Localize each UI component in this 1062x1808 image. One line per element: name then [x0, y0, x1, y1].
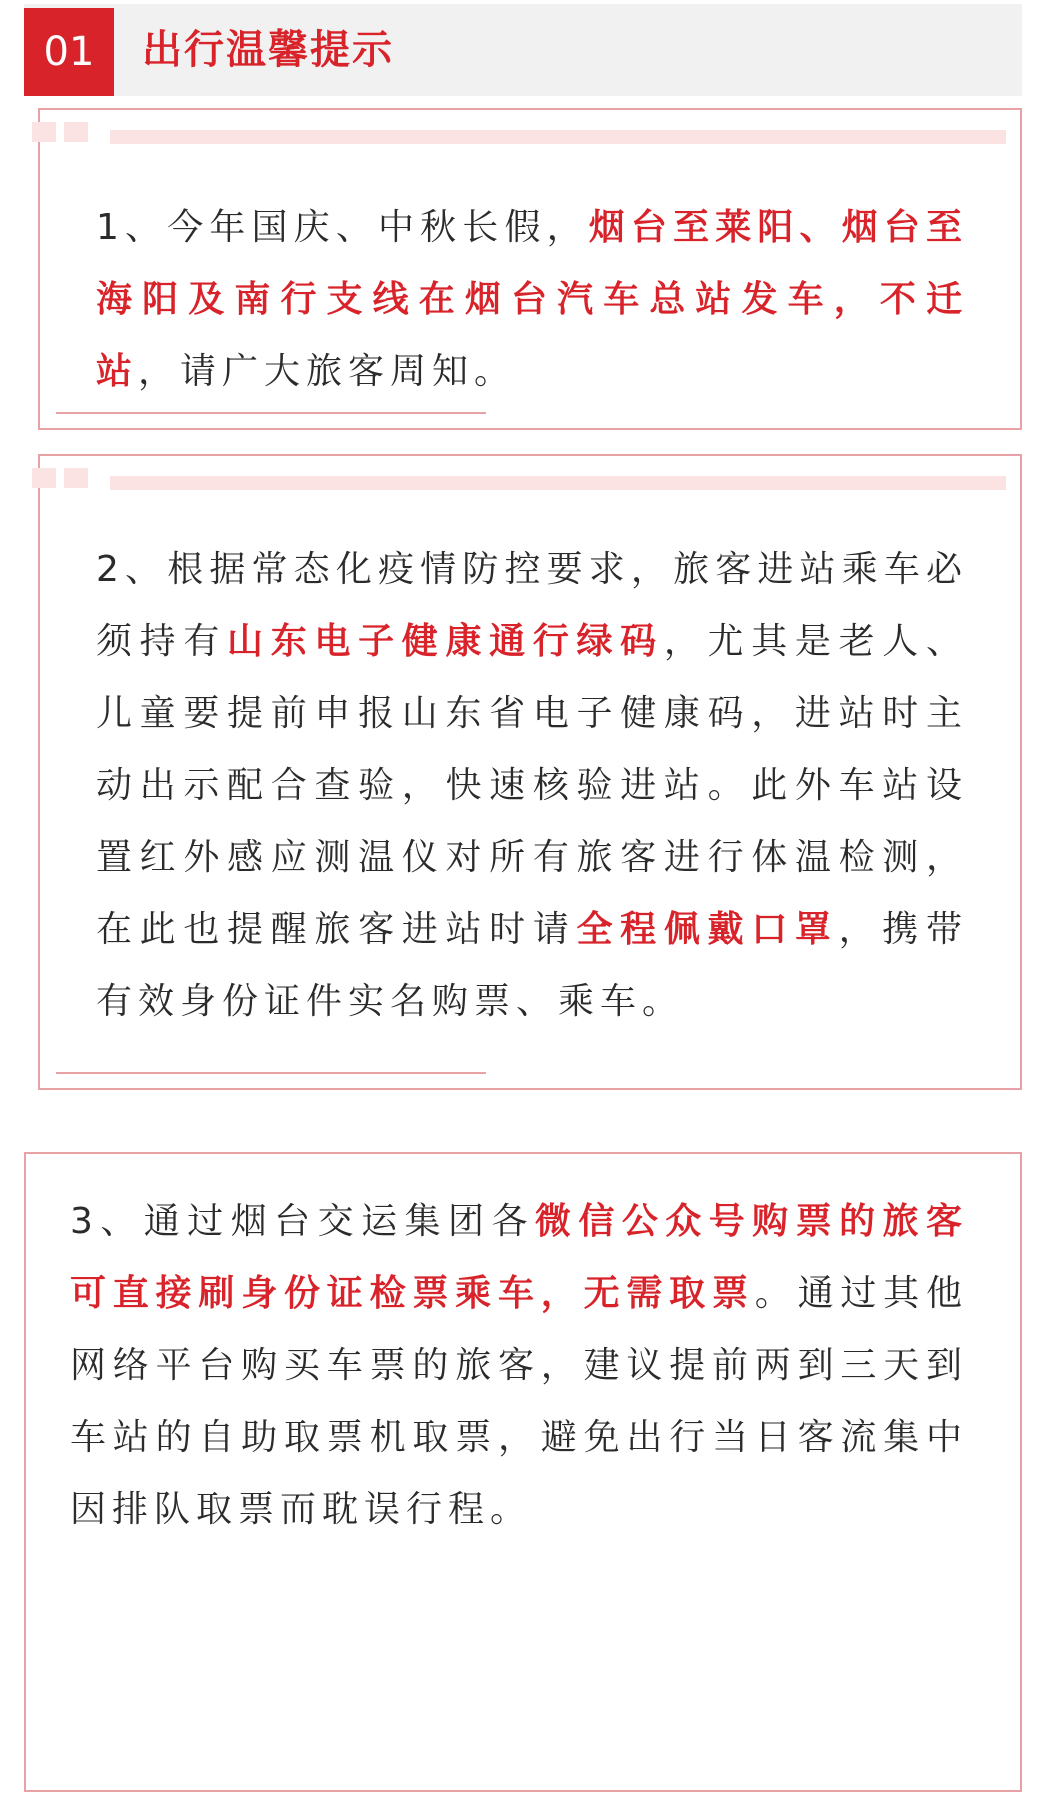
- tip-3-highlight: 微信公众号购票的旅客可直接刷身份证检票乘车，无需取票: [70, 1201, 968, 1314]
- tip-2-highlight-2: 全程佩戴口罩: [576, 909, 839, 950]
- decor-block: [32, 122, 56, 142]
- tip-text-1: [96, 192, 968, 408]
- decor-strip: [110, 130, 1006, 144]
- tip-1-highlight: 烟台至莱阳、烟台至海阳及南行支线在烟台汽车总站发车，不迁站: [96, 207, 968, 392]
- section-number: 01: [24, 8, 114, 96]
- tip-3-part-3: 。通过其他网络平台购买车票的旅客，建议提前两到三天到车站的自助取票机取票，避免出行当日客流集中因排队取票而耽误行程。: [70, 1273, 968, 1530]
- decor-block: [64, 468, 88, 488]
- tip-2-part-3: ，尤其是老人、儿童要提前申报山东省电子健康码，进站时主动出示配合查验，快速核验进站。此外车站设置红外感应测温仪对所有旅客进行体温检测，在此也提醒旅客进站时请: [96, 621, 968, 950]
- tip-text-2: [96, 534, 968, 1038]
- tip-1-part-3: ，请广大旅客周知。: [138, 351, 517, 392]
- tip-card-1: [38, 108, 1022, 430]
- tip-1-part-1: 1、今年国庆、中秋长假，: [96, 207, 589, 248]
- divider: [56, 412, 486, 414]
- decor-block: [32, 468, 56, 488]
- divider: [56, 1072, 486, 1074]
- tip-text-3: [70, 1186, 968, 1546]
- section-header: [24, 4, 1022, 96]
- decor-strip: [110, 476, 1006, 490]
- tip-card-2: [38, 454, 1022, 1090]
- tip-2-part-1: 2、根据常态化疫情防控要求，旅客进站乘车必须持有: [96, 549, 968, 662]
- decor-block: [64, 122, 88, 142]
- tip-card-3: [24, 1152, 1022, 1792]
- tip-2-highlight-1: 山东电子健康通行绿码: [227, 621, 664, 662]
- section-title: 出行温馨提示: [142, 27, 394, 73]
- tip-3-part-1: 3、通过烟台交运集团各: [70, 1201, 535, 1242]
- tip-2-part-5: ，携带有效身份证件实名购票、乘车。: [96, 909, 968, 1022]
